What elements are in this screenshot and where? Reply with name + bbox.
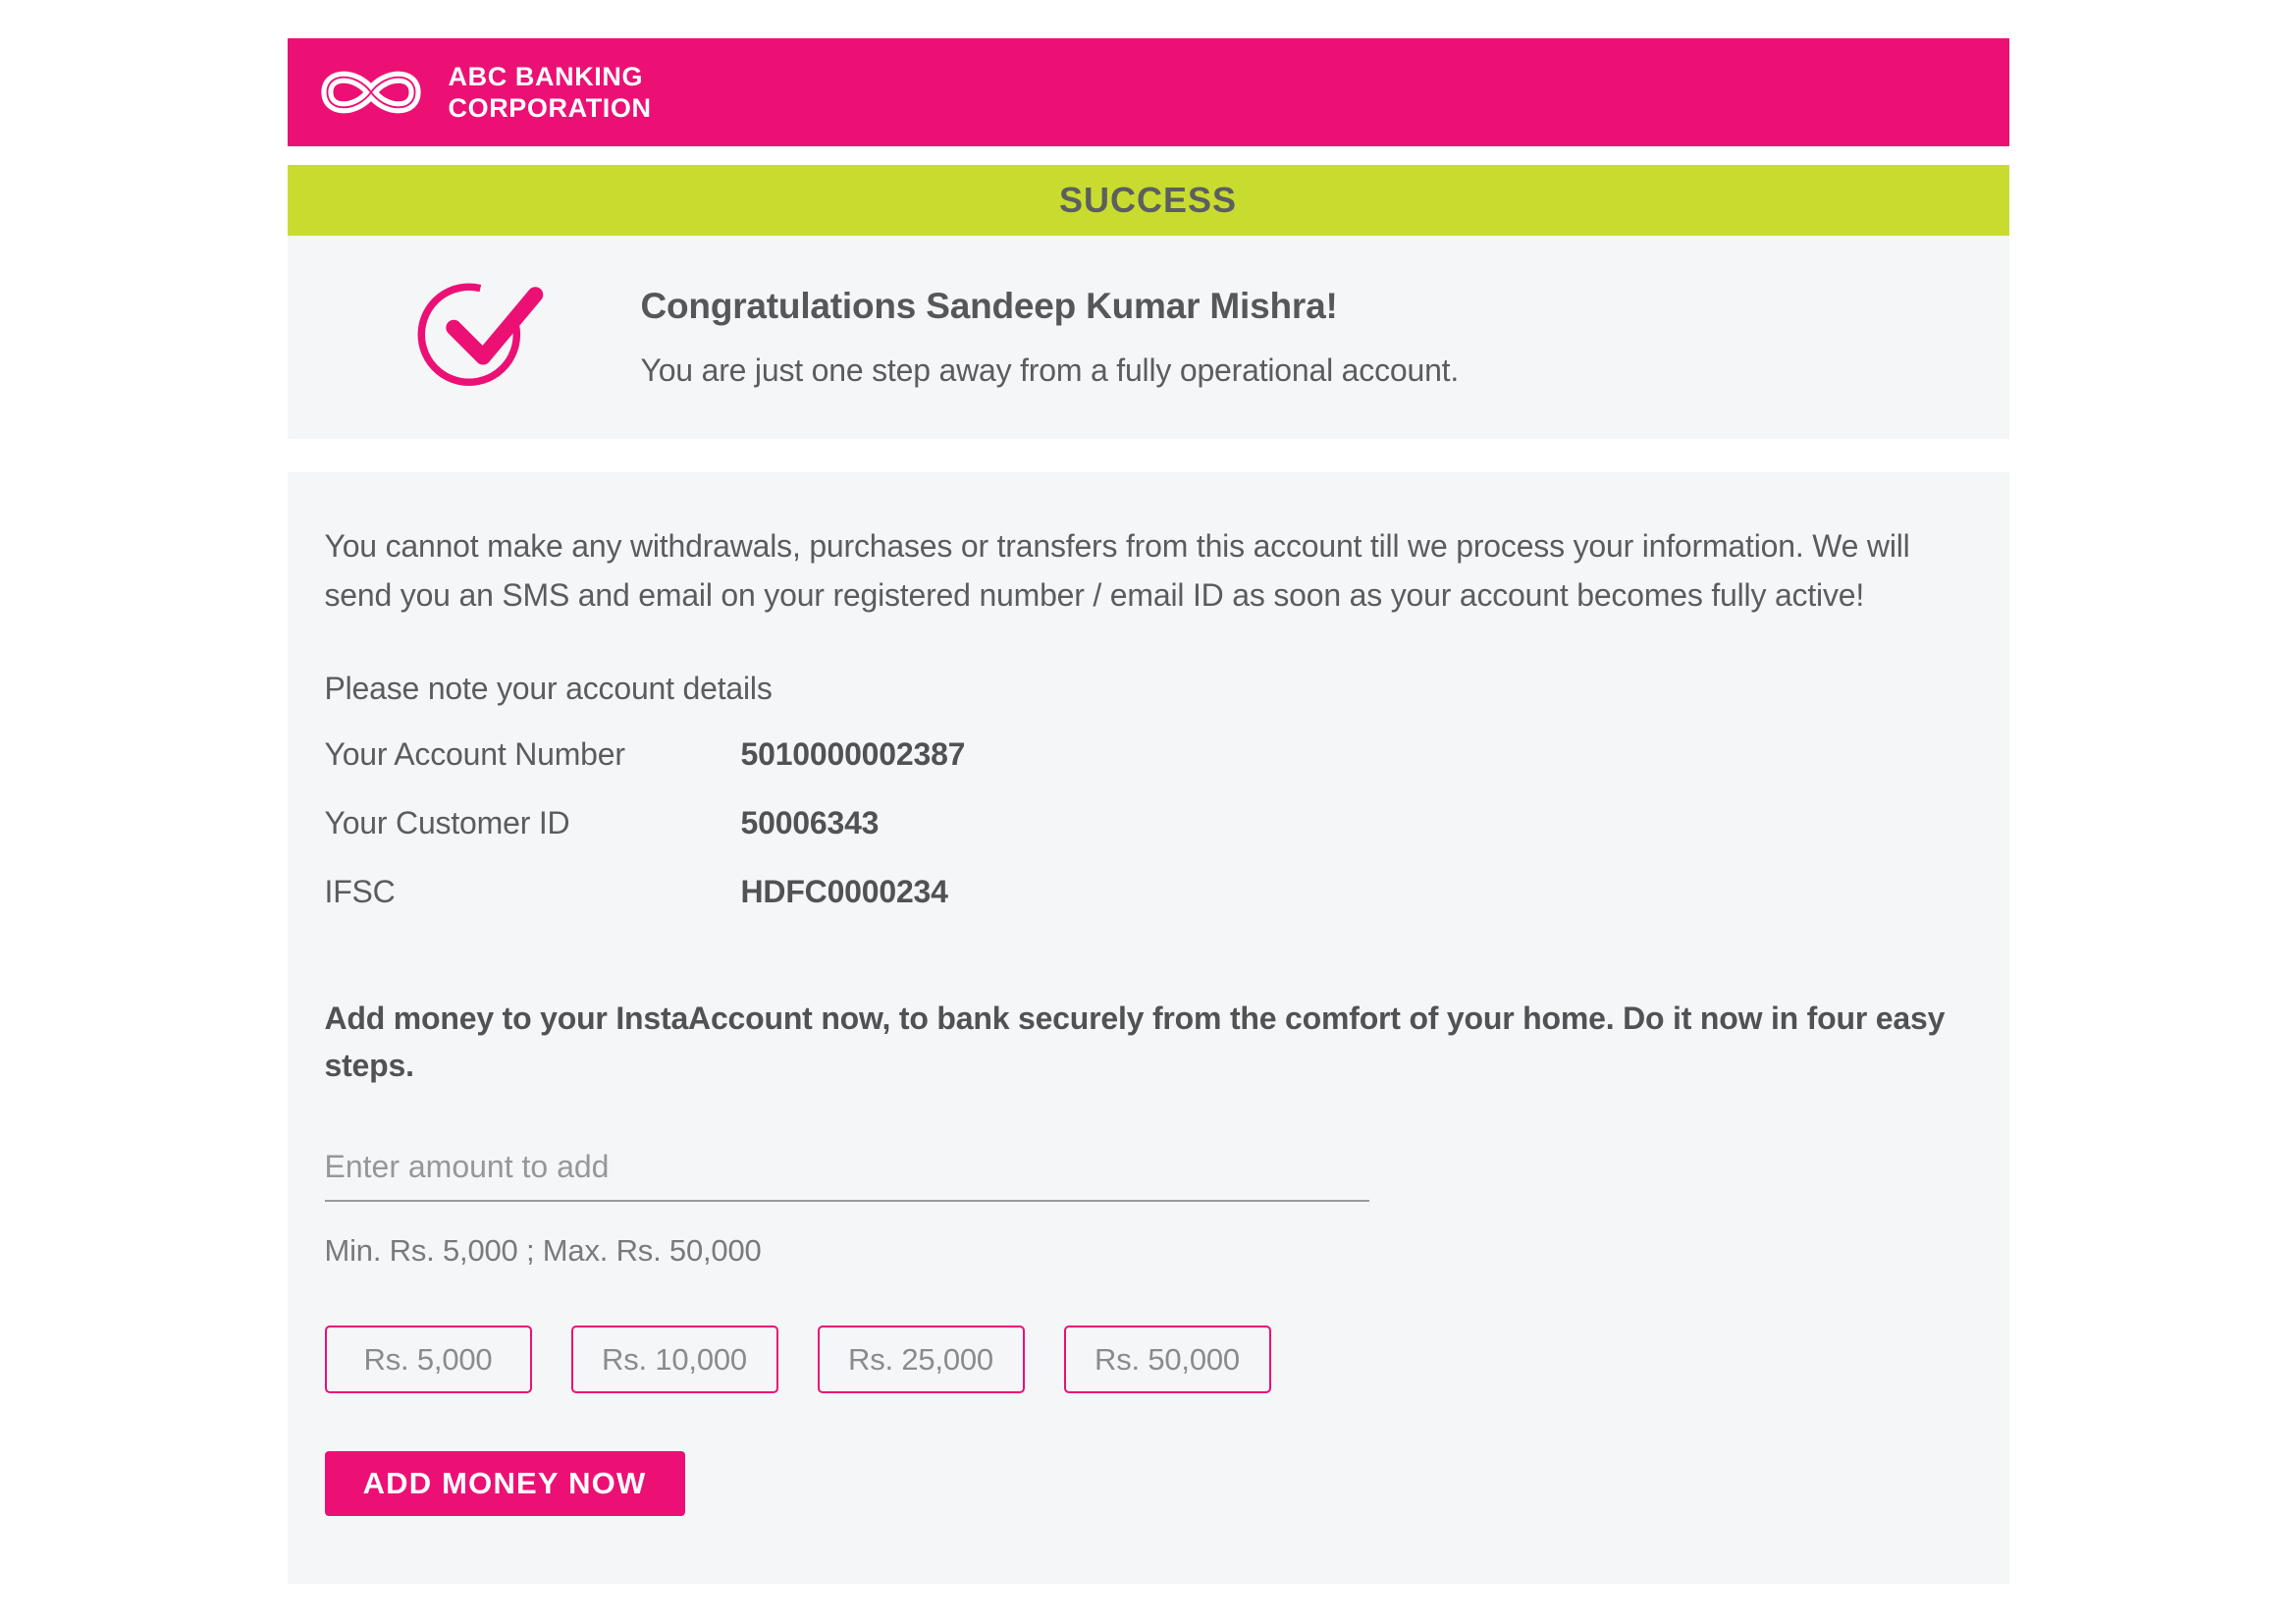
quick-amount-button-5000[interactable]: Rs. 5,000	[325, 1326, 532, 1393]
ifsc-value: HDFC0000234	[740, 874, 948, 909]
details-card	[288, 472, 2009, 1584]
account-number-row	[325, 736, 1972, 773]
account-number-value: 5010000002387	[740, 736, 966, 772]
brand-name	[449, 61, 652, 125]
check-circle-icon	[411, 269, 559, 406]
brand-name-line1: ABC BANKING	[448, 61, 644, 91]
brand-header	[288, 38, 2009, 146]
amount-limits: Min. Rs. 5,000 ; Max. Rs. 50,000	[324, 1233, 762, 1268]
quick-amount-button-25000[interactable]: Rs. 25,000	[818, 1326, 1025, 1393]
customer-id-value: 50006343	[740, 805, 880, 840]
ifsc-label: IFSC	[324, 874, 396, 909]
account-details-intro: Please note your account details	[324, 671, 773, 706]
add-money-prompt: Add money to your InstaAccount now, to bank securely from the comfort of your home. Do it now in four easy steps.	[324, 1001, 1946, 1083]
customer-id-label: Your Customer ID	[324, 805, 570, 840]
quick-amount-group	[325, 1326, 1972, 1393]
congrats-heading: Congratulations Sandeep Kumar Mishra!	[640, 286, 1338, 326]
account-number-label: Your Account Number	[324, 736, 625, 772]
ifsc-row	[325, 874, 1972, 910]
amount-input[interactable]	[325, 1146, 1369, 1202]
quick-amount-button-10000[interactable]: Rs. 10,000	[571, 1326, 778, 1393]
congrats-card	[288, 236, 2009, 439]
congrats-subheading: You are just one step away from a fully operational account.	[640, 352, 1460, 388]
success-label: SUCCESS	[1058, 180, 1238, 220]
success-banner	[288, 165, 2009, 236]
congrats-text-block	[641, 286, 1460, 389]
quick-amount-button-50000[interactable]: Rs. 50,000	[1064, 1326, 1271, 1393]
brand-name-line2: CORPORATION	[448, 93, 652, 123]
customer-id-row	[325, 805, 1972, 841]
account-details-list	[325, 736, 1972, 910]
notice-text: You cannot make any withdrawals, purchases or transfers from this account till we process your information. We will send you an SMS and email on your registered number / email ID as soon as your account becomes fully active!	[324, 528, 1910, 613]
add-money-now-button[interactable]: ADD MONEY NOW	[325, 1451, 685, 1516]
infinity-icon	[316, 54, 426, 131]
page	[288, 0, 2009, 1584]
